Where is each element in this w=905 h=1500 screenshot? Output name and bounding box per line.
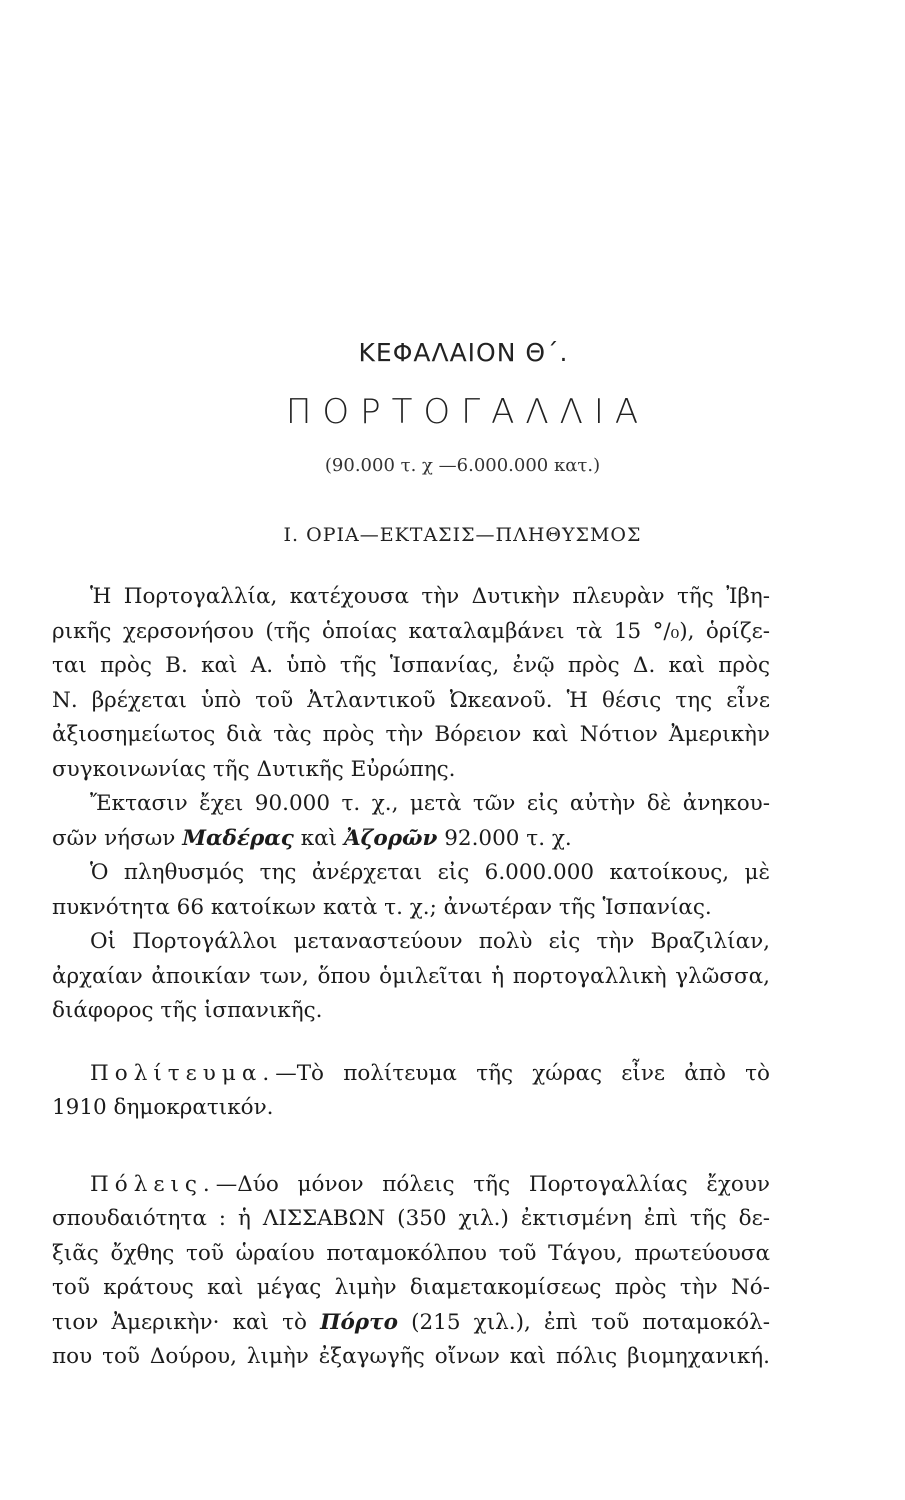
run-in-label-cities: Πόλεις. [90, 1171, 216, 1197]
section-heading: Ι. ΟΡΙΑ—ΕΚΤΑΣΙΣ—ΠΛΗΘΥΣΜΟΣ [283, 524, 642, 546]
page-title: ΠΟΡΤΟΓΑΛΛΙΑ [285, 392, 650, 432]
paragraph-government [52, 1057, 770, 1126]
text-line: Ἡ Πορτογαλλία, κατέχουσα τὴν Δυτικὴν πλευρὰν τῆς Ἰβη- [90, 584, 770, 609]
paragraph-cities [52, 1168, 770, 1375]
island-name-azores: Ἀζορῶν [343, 825, 438, 851]
text-line: Ἔκτασιν ἔχει 90.000 τ. χ., μετὰ τῶν εἰς αὐτὴν δὲ ἀνηκου- [90, 791, 770, 816]
text-fragment: —Τὸ πολίτευμα τῆς χώρας εἶνε ἀπὸ τὸ [275, 1060, 770, 1086]
text-line: Ὁ πληθυσμός της ἀνέρχεται εἰς 6.000.000 κατοίκους, μὲ [90, 860, 770, 885]
text-fragment: σῶν νήσων [52, 825, 183, 851]
text-line: διάφορος τῆς ἱσπανικῆς. [52, 998, 323, 1023]
text-fragment: καὶ [293, 825, 344, 851]
paragraph-spacer [52, 1126, 770, 1168]
text-line [52, 1057, 770, 1092]
text-line: τοῦ κράτους καὶ μέγας λιμὴν διαμετακομίσεως πρὸς τὴν Νό- [52, 1275, 770, 1300]
text-line: ἀξιοσημείωτος διὰ τὰς πρὸς τὴν Βόρειον καὶ Νότιον Ἀμερικὴν [52, 722, 770, 747]
text-line: σπουδαιότητα : ἡ ΛΙΣΣΑΒΩΝ (350 χιλ.) ἐκτισμένη ἐπὶ τῆς δε- [52, 1206, 770, 1231]
paragraph-area [52, 787, 770, 856]
text-line: Ν. βρέχεται ὑπὸ τοῦ Ἀτλαντικοῦ Ὠκεανοῦ. Ἡ θέσις της εἶνε [52, 687, 770, 713]
paragraph-borders [52, 580, 770, 787]
text-line: Οἱ Πορτογάλλοι μεταναστεύουν πολὺ εἰς τὴν Βραζιλίαν, [90, 929, 770, 954]
area-population-subtitle: (90.000 τ. χ —6.000.000 κατ.) [324, 455, 601, 476]
text-line: συγκοινωνίας τῆς Δυτικῆς Εὐρώπης. [52, 756, 456, 782]
text-line [52, 1168, 770, 1203]
text-line: ρικῆς χερσονήσου (τῆς ὁποίας καταλαμβάνει τὰ 15 °/₀), ὁρίζε- [52, 618, 770, 644]
text-line: ξιᾶς ὄχθης τοῦ ὡραίου ποταμοκόλπου τοῦ Τάγου, πρωτεύουσα [52, 1240, 770, 1266]
paragraph-population [52, 856, 770, 925]
text-line [52, 1306, 770, 1341]
text-fragment: (215 χιλ.), ἐπὶ τοῦ ποταμοκόλ- [397, 1309, 770, 1335]
text-line: ἀρχαίαν ἀποικίαν των, ὅπου ὁμιλεῖται ἡ πορτογαλλικὴ γλῶσσα, [52, 963, 770, 989]
text-fragment: τιον Ἀμερικὴν· καὶ τὸ [52, 1309, 321, 1335]
chapter-heading: ΚΕΦΑΛΑΙΟΝ Θ΄. [358, 338, 569, 367]
paragraph-emigration [52, 925, 770, 1029]
text-line: που τοῦ Δούρου, λιμὴν ἐξαγωγῆς οἴνων καὶ πόλις βιομηχανική. [52, 1344, 770, 1369]
text-fragment: 92.000 τ. χ. [437, 825, 572, 851]
run-in-label-government: Πολίτευμα. [90, 1060, 276, 1086]
city-name-porto: Πόρτο [320, 1309, 398, 1335]
text-line: ται πρὸς Β. καὶ Α. ὑπὸ τῆς Ἱσπανίας, ἐνῷ πρὸς Δ. καὶ πρὸς [52, 653, 770, 678]
body-text [52, 580, 770, 1375]
island-name-madeira: Μαδέρας [182, 825, 294, 851]
text-fragment: —Δύο μόνον πόλεις τῆς Πορτογαλλίας ἔχουν [215, 1171, 770, 1197]
text-line [52, 822, 770, 857]
text-line: πυκνότητα 66 κατοίκων κατὰ τ. χ.; ἀνωτέραν τῆς Ἱσπανίας. [52, 894, 712, 920]
text-line: 1910 δημοκρατικόν. [52, 1095, 274, 1120]
paragraph-spacer [52, 1029, 770, 1057]
